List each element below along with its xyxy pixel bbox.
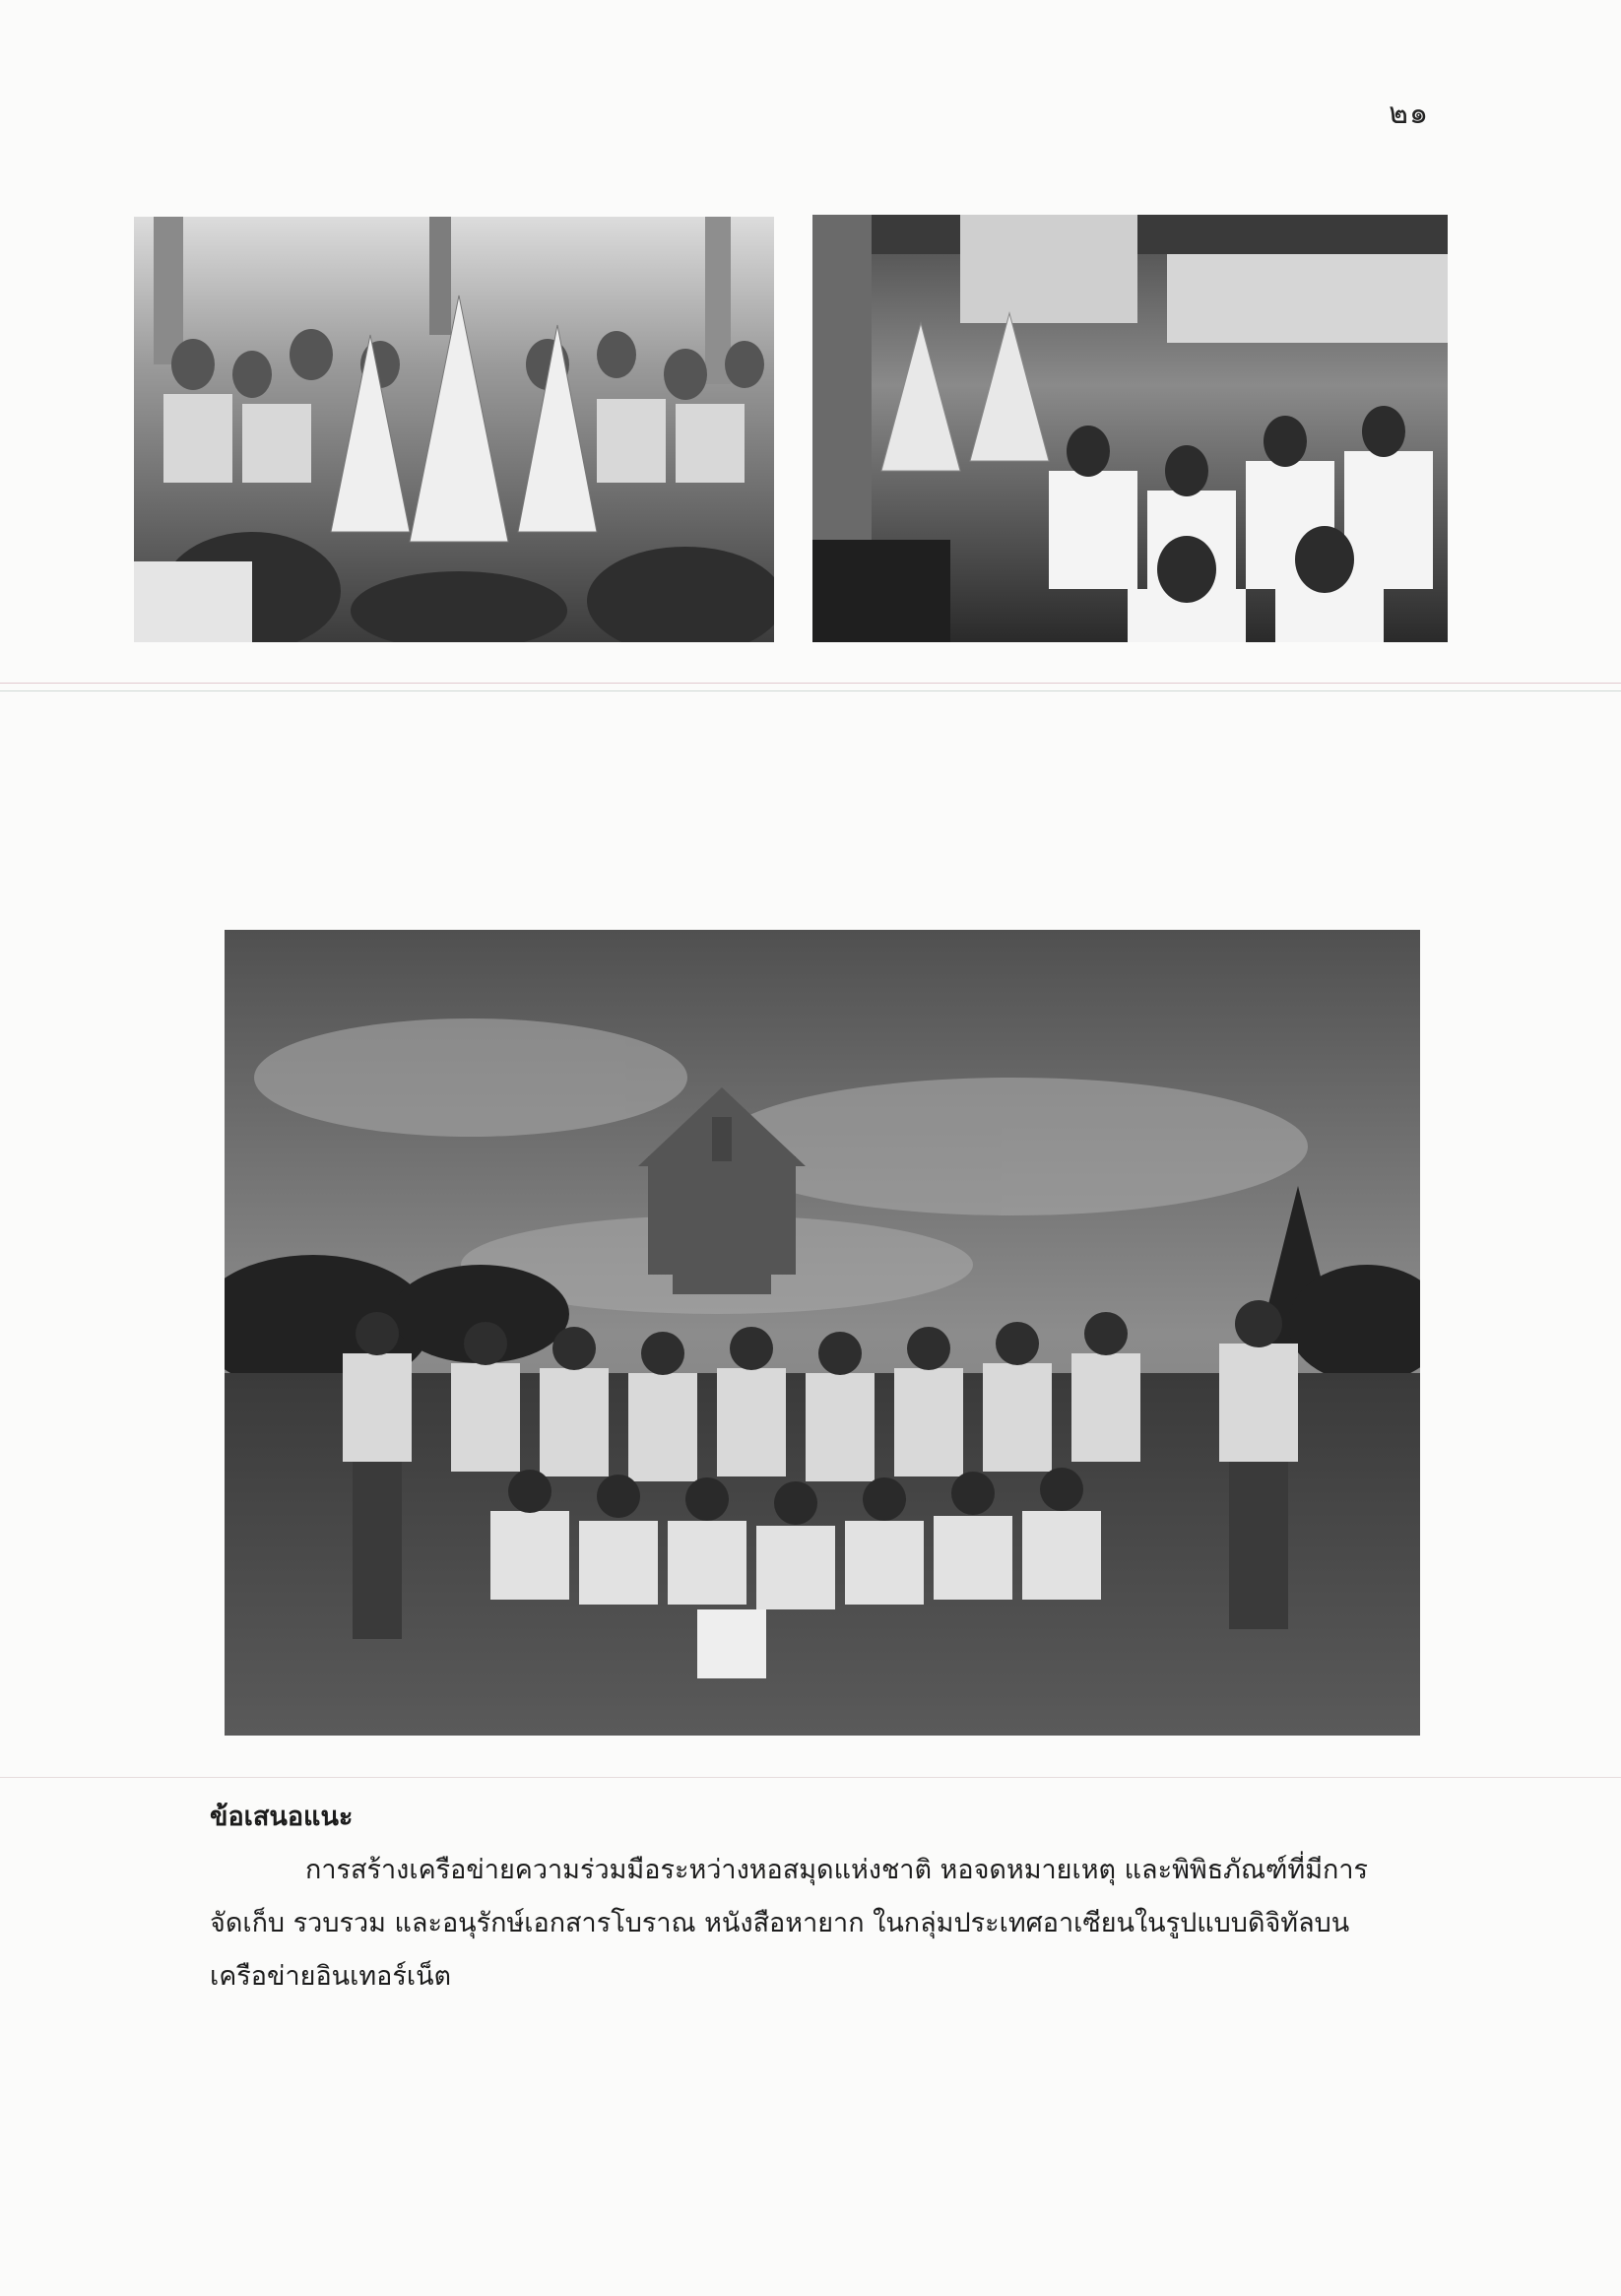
recommendations-section: [210, 1791, 1431, 2003]
recommendation-paragraph: [210, 1844, 1431, 2003]
ceremony-crowd-photo: [134, 217, 774, 642]
group-photo-at-monument: [225, 930, 1420, 1736]
temple-ceremony-photo: [812, 215, 1448, 642]
paragraph-line: การสร้างเครือข่ายความร่วมมือระหว่างหอสมุดแห่งชาติ หอจดหมายเหตุ และพิพิธภัณฑ์ที่มีการ: [305, 1855, 1369, 1885]
paragraph-line: จัดเก็บ รวบรวม และอนุรักษ์เอกสารโบราณ หนังสือหายาก ในกลุ่มประเทศอาเซียนในรูปแบบดิจิทัลบน: [210, 1908, 1350, 1938]
paragraph-line: เครือข่ายอินเทอร์เน็ต: [210, 1961, 452, 1992]
section-heading: ข้อเสนอแนะ: [210, 1802, 354, 1832]
page-number: ๒๑: [1389, 97, 1429, 131]
scan-divider: [0, 683, 1621, 684]
scan-divider: [0, 1777, 1621, 1778]
scan-divider: [0, 690, 1621, 691]
